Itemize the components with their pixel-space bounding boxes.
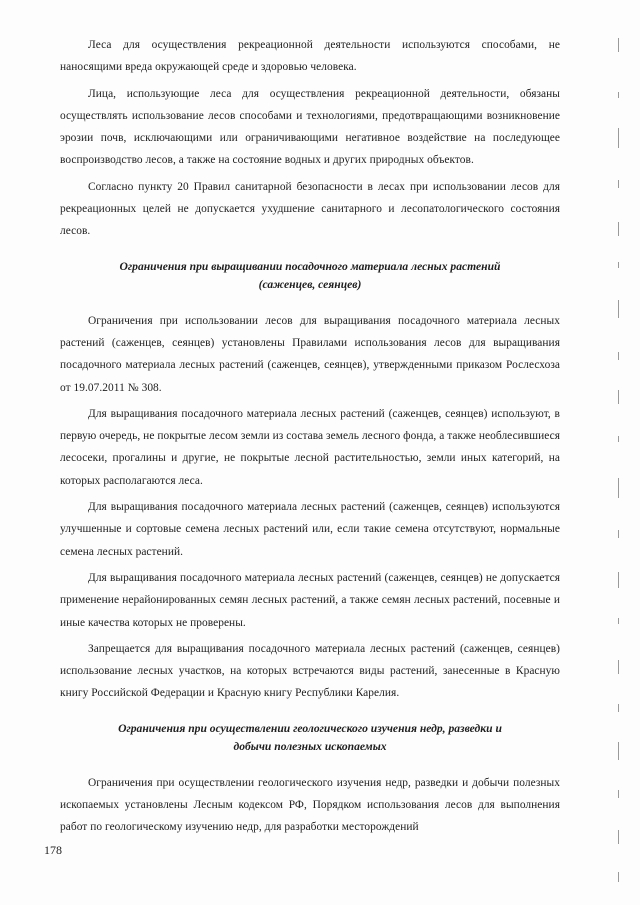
paragraph-planting-prohibited-seeds: Для выращивания посадочного материала лесных растений (саженцев, сеянцев) не допускается применение нерайонированных семян лесных растений, а также семян лесных растений, посевные и иные качества которых не проверены. [60, 571, 560, 629]
paragraph-recreation-methods: Леса для осуществления рекреационной деятельности используются способами, не наносящими вреда окружающей среде и здоровью человека. [60, 39, 560, 74]
paragraph-planting-rules: Ограничения при использовании лесов для выращивания посадочного материала лесных растений (саженцев, сеянцев) установлены Правилами использования лесов для выращивания посадочного материала лесных растений (саженцев, сеянцев), утвержденными приказом Рослесхоза от 19.07.2011 № 308. [60, 314, 560, 394]
section-heading-geology: Ограничения при осуществлении геологического изучения недр, разведки и добычи полезных ископаемых [118, 721, 502, 753]
page-number: 178 [44, 843, 62, 857]
paragraph-planting-seeds: Для выращивания посадочного материала лесных растений (саженцев, сеянцев) используются улучшенные и сортовые семена лесных растений или, если такие семена отсутствуют, нормальные семена лесных растений. [60, 501, 560, 558]
paragraph-planting-lands: Для выращивания посадочного материала лесных растений (саженцев, сеянцев) используют, в первую очередь, не покрытые лесом земли из состава земель лесного фонда, а также необлесившиеся лесосеки, прогалины и другие, не покрытые лесной растительностью, земли иных категорий, на которых располагаются леса. [60, 407, 560, 487]
scan-margin-marks [618, 0, 630, 905]
page-content [60, 34, 560, 843]
paragraph-geology-rules: Ограничения при осуществлении геологического изучения недр, разведки и добычи полезных ископаемых установлены Лесным кодексом РФ, Порядком использования лесов для выполнения работ по геологическому изучению недр, для разработки месторождений [60, 776, 560, 834]
paragraph-planting-red-book: Запрещается для выращивания посадочного материала лесных растений (саженцев, сеянцев) использование лесных участков, на которых встречаются виды растений, занесенные в Красную книгу Российской Федерации и Красную книгу Республики Карелия. [60, 642, 560, 700]
paragraph-sanitary-rules: Согласно пункту 20 Правил санитарной безопасности в лесах при использовании лесов для рекреационных целей не допускается ухудшение санитарного и лесопатологического состояния лесов. [60, 180, 560, 238]
section-heading-planting-material: Ограничения при выращивании посадочного материала лесных растений (саженцев, сеянцев) [119, 259, 501, 291]
paragraph-recreation-obligations: Лица, использующие леса для осуществления рекреационной деятельности, обязаны осуществлять использование лесов способами и технологиями, предотвращающими возникновение эрозии почв, исключающими или ограничивающими негативное воздействие на последующее воспроизводство лесов, а также на состояние водных и других природных объектов. [60, 87, 560, 167]
